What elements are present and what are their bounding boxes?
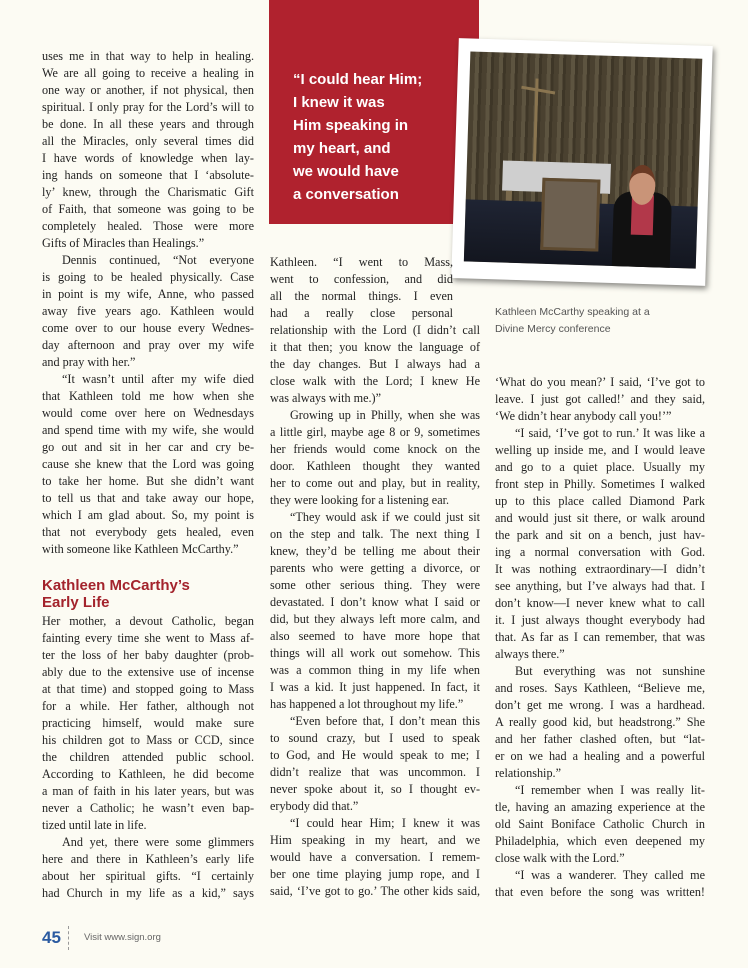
text-line: and would just sit there, or walk around (495, 511, 705, 525)
text-line: did, but they always left more calm, and (270, 612, 480, 626)
text-line: ably due to the extensive use of incense (42, 665, 254, 679)
text-line: We are all going to receive a healing in (42, 66, 254, 80)
text-line: Philadelphia, which even deepened my (495, 834, 705, 848)
page-number: 45 (42, 928, 61, 947)
text-line: completely healed. Those were more (42, 219, 254, 233)
text-line: which I am glad about. So, my point is (42, 508, 254, 522)
text-line: the day changes. But I always had a (270, 357, 480, 371)
text-line: was a common thing in my life when (270, 663, 480, 677)
text-line: things will all work out somehow. This (270, 646, 480, 660)
text-line: “I said, ‘I’ve got to run.’ It was like a (515, 426, 705, 440)
pull-quote-line: we would have (293, 163, 399, 180)
paragraph (270, 815, 480, 900)
heading-line: Early Life (42, 594, 110, 611)
text-line: they were looking for a listening ear. (270, 493, 450, 507)
text-line: I was a kid. It just happened. In fact, it (270, 680, 480, 694)
text-line: that Kathleen told me how when she (42, 389, 254, 403)
text-line: Dennis continued, “Not everyone (62, 253, 254, 267)
text-line: I have words of knowledge when lay- (42, 151, 254, 165)
footer-website-link[interactable]: Visit www.sign.org (84, 932, 161, 943)
text-line: has happened a lot throughout my life.” (270, 697, 464, 711)
text-line: front step in Philly. Sometimes I walked (495, 477, 705, 491)
text-line: ing a normal conversation with God. (495, 545, 705, 559)
text-line: went to confession, and did (270, 272, 453, 286)
text-line: about her spiritual gifts. “I certainly (42, 869, 254, 883)
text-line: door. Kathleen thought they wanted (270, 459, 480, 473)
text-line: day afternoon and pray over my wife (42, 338, 254, 352)
text-line: cause she knew that the Lord was going (42, 457, 254, 471)
pull-quote-line: my heart, and (293, 140, 391, 157)
text-line: always there.” (495, 647, 565, 661)
text-line: old Saint Boniface Catholic Church in (495, 817, 705, 831)
text-line: to take her home. But she didn’t want (42, 474, 254, 488)
text-line: But everything was not sunshine (515, 664, 705, 678)
text-line: in point is my wife, Anne, who passed (42, 287, 254, 301)
text-line: “I could hear Him; I knew it was (290, 816, 480, 830)
heading-line: Kathleen McCarthy’s (42, 577, 190, 594)
text-line: one way or another, if not physical, then (42, 83, 254, 97)
paragraph (270, 713, 480, 815)
paragraph (495, 374, 705, 425)
text-line: welling up inside me, and I would leave (495, 443, 705, 457)
text-line: er on we had a healing and a powerful (495, 749, 705, 763)
text-line: that. As far as I can remember, that was (495, 630, 705, 644)
paragraph (270, 509, 480, 713)
text-line: here and there in Kathleen’s early life (42, 852, 254, 866)
divine-mercy-image (540, 178, 600, 252)
column-2 (270, 254, 480, 900)
pull-quote-line: a conversation (293, 186, 399, 203)
text-line: ly’ knew, through the Charismatic Gift (42, 185, 254, 199)
paragraph (42, 48, 254, 252)
text-line: Growing up in Philly, when she was (290, 408, 480, 422)
photo-caption (495, 304, 650, 338)
pull-quote-box (269, 0, 479, 224)
text-line: ‘We didn’t hear anybody call you!’” (495, 409, 672, 423)
text-line: And yet, there were some glimmers (62, 835, 254, 849)
text-line: away five years ago. Kathleen would (42, 304, 254, 318)
text-line: don’t get me wrong. I was a hardhead. (495, 698, 705, 712)
text-line: and her father clashed often, but “lat- (495, 732, 705, 746)
text-line: would come over here on Wednesdays (42, 406, 254, 420)
text-line: was always with me.)” (270, 391, 382, 405)
paragraph (42, 252, 254, 371)
paragraph (495, 425, 705, 663)
text-line: “Even before that, I don’t mean this (290, 714, 480, 728)
text-line: close walk with the Lord; I knew He (270, 374, 480, 388)
text-line: knew, they’d be telling me about their (270, 544, 480, 558)
text-line: had a really close personal (270, 306, 453, 320)
paragraph (42, 834, 254, 902)
text-line: ‘What do you mean?’ I said, ‘I’ve got to (495, 375, 705, 389)
text-line: A really good kid, but headstrong.” She (495, 715, 705, 729)
cross-icon (533, 79, 539, 169)
text-line: said, ‘I’ve got to go.’ The other kids said, (270, 884, 480, 898)
text-line: didn’t realize that was uncommon. I (270, 765, 480, 779)
text-line: tle, having an amazing experience at the (495, 800, 705, 814)
text-line: uses me in that way to help in healing. (42, 49, 254, 63)
pull-quote (293, 68, 473, 206)
text-line: tized until late in life. (42, 818, 147, 832)
text-line: never spoke about it, so I thought ev- (270, 782, 480, 796)
text-line: is going to be healed physically. Case (42, 270, 254, 284)
text-line: According to Kathleen, he did become (42, 767, 254, 781)
text-line: with someone like Kathleen McCarthy.” (42, 542, 239, 556)
text-line: erybody did that.” (270, 799, 359, 813)
text-line: all the normal things. I even (270, 289, 453, 303)
text-line: had Church in my life as a kid,” says (42, 886, 254, 900)
paragraph (495, 782, 705, 867)
text-line: her friends would come knock on the (270, 442, 480, 456)
caption-line: Divine Mercy conference (495, 323, 611, 335)
text-line: relationship.” (495, 766, 561, 780)
text-line: also seemed to have more hope that (270, 629, 480, 643)
paragraph (270, 407, 480, 509)
pull-quote-line: “I could hear Him; (293, 71, 423, 88)
text-line: of Faith, that someone was going to be (42, 202, 254, 216)
text-line: fainting every time she went to Mass af- (42, 631, 254, 645)
text-line: leave. I just got called!’ and they said, (495, 392, 705, 406)
text-line: spiritual. I only pray for the Lord’s will to (42, 100, 254, 114)
text-line: to sound crazy, but I used to speak (270, 731, 480, 745)
text-line: Gifts of Miracles than Healings.” (42, 236, 205, 250)
text-line: ing hands on someone that I ‘absolute- (42, 168, 254, 182)
column-1-continued (42, 613, 254, 902)
text-line: and roses. Says Kathleen, “Believe me, (495, 681, 705, 695)
text-line: see anything, but I’ve always had that. I (495, 579, 705, 593)
text-line: “I was a wanderer. They called me (515, 868, 705, 882)
column-1 (42, 48, 254, 558)
text-line: that not everybody gets healed, even (42, 525, 254, 539)
text-line: “It wasn’t until after my wife died (62, 372, 254, 386)
text-line: be done. In all these years and through (42, 117, 254, 131)
text-line: ber one time playing jump rope, and I (270, 867, 480, 881)
text-line: “I remember when I was really lit- (515, 783, 705, 797)
paragraph (495, 867, 705, 901)
text-line: relationship with the Lord (I didn’t call (270, 323, 480, 337)
paragraph (270, 254, 480, 407)
text-line: It was nothing extraordinary—I didn’t (495, 562, 705, 576)
text-line: to tell us that and take away our hope, (42, 491, 254, 505)
text-line: a man of faith in his later years, but was (42, 784, 254, 798)
text-line: up to this place called Diamond Park (495, 494, 705, 508)
column-3 (495, 374, 705, 901)
text-line: practicing himself, would make sure (42, 716, 254, 730)
text-line: to God, and He would speak to me; I (270, 748, 480, 762)
text-line: and spend time with my wife, she would (42, 423, 254, 437)
text-line: go out and sit in her car and cry be- (42, 440, 254, 454)
paragraph (42, 613, 254, 834)
pull-quote-line: Him speaking in (293, 117, 409, 134)
text-line: Kathleen. “I went to Mass, (270, 255, 453, 269)
paragraph (495, 663, 705, 782)
text-line: don’t know—I never knew what to call (495, 596, 705, 610)
pull-quote-line: I knew it was (293, 94, 385, 111)
text-line: that even before the song was written! (495, 885, 705, 899)
text-line: the children attended public school. (42, 750, 254, 764)
text-line: close walk with the Lord.” (495, 851, 625, 865)
photo-kathleen-speaking (451, 38, 712, 286)
section-heading (42, 577, 190, 611)
text-line: parents who were getting a divorce, or (270, 561, 480, 575)
text-line: for a while. Her father, although not (42, 699, 254, 713)
caption-line: Kathleen McCarthy speaking at a (495, 306, 650, 318)
text-line: never a Catholic; he wasn’t even bap- (42, 801, 254, 815)
text-line: it that then; you know the language of (270, 340, 480, 354)
text-line: her to come out and play, but in reality, (270, 476, 480, 490)
text-line: it. I just always thought everybody had (495, 613, 705, 627)
text-line: and go to a quiet place. Usually my (495, 460, 705, 474)
text-line: Him speaking in my heart, and we (270, 833, 480, 847)
text-line: his children got to Mass or CCD, since (42, 733, 254, 747)
text-line: would have a conversation. I remem- (270, 850, 480, 864)
text-line: “They would ask if we could just sit (290, 510, 480, 524)
text-line: and pray with her.” (42, 355, 136, 369)
footer-divider (68, 926, 69, 950)
text-line: ter the loss of her baby daughter (prob- (42, 648, 254, 662)
text-line: the park and sit on a bench, just hav- (495, 528, 705, 542)
text-line: Her mother, a devout Catholic, began (42, 614, 254, 628)
photo-scene (464, 51, 702, 268)
text-line: some other serious thing. They were (270, 578, 480, 592)
text-line: devastated. I don’t know what I said or (270, 595, 480, 609)
text-line: all the Miracles, only several times did (42, 134, 254, 148)
text-line: come over to our house every Wednes- (42, 321, 254, 335)
paragraph (42, 371, 254, 558)
text-line: a little girl, maybe age 8 or 9, sometimes (270, 425, 480, 439)
text-line: at that time) and stopped going to Mass (42, 682, 254, 696)
text-line: on the step and talk. The next thing I (270, 527, 480, 541)
